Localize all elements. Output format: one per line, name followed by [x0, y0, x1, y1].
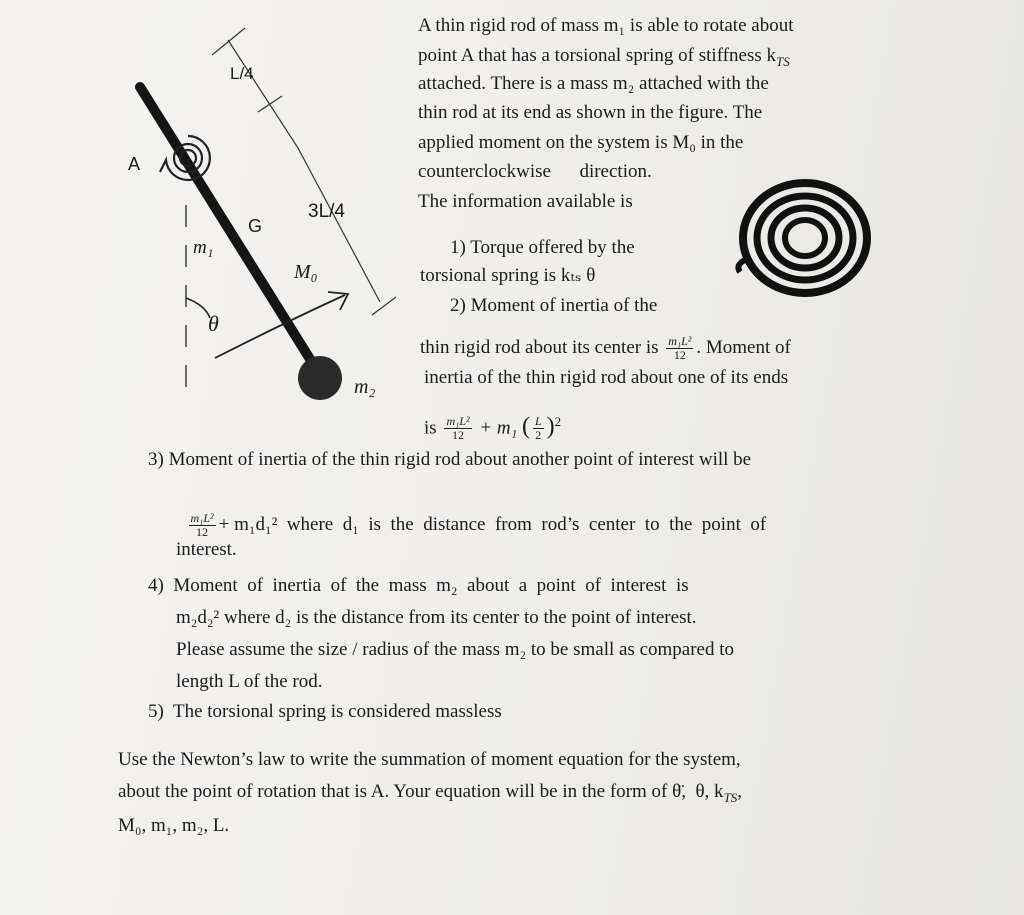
item4-line-2: m₂d₂² where d₂ is the distance from its center to the point of interest. [176, 607, 697, 628]
item2-line-3: inertia of the thin rigid rod about one of its ends [424, 367, 789, 388]
theta-arc [186, 298, 210, 318]
fraction-L-over-2: $\frac{L}{2}$ [534, 414, 542, 443]
intro-line-1: A thin rigid rod of mass m₁ is able to rotate about [418, 15, 794, 36]
fraction-m1L2-over-12: $\frac{\text{m₁L²}}{12}$ [668, 334, 692, 362]
item5-line: 5) The torsional spring is considered massless [148, 701, 502, 722]
item4-line-4: length L of the rod. [176, 671, 323, 692]
closing-line-2: about the point of rotation that is A. Your equation will be in the form of θ̈, θ, $k_{TS}$, [118, 781, 743, 805]
item4-line-1: 4) Moment of inertia of the mass m₂ about a point of interest is [148, 575, 689, 596]
intro-line-5: applied moment on the system is M₀ in the [418, 132, 744, 153]
item1-line-1: 1) Torque offered by the [450, 237, 635, 258]
label-3L4: 3L/4 [308, 201, 345, 222]
closing-line-3: M₀, m₁, m₂, L. [118, 815, 230, 836]
spiral-spring-icon [738, 183, 867, 293]
label-G: G [248, 216, 263, 236]
intro-line-7: The information available is [418, 191, 633, 212]
item2-line-4: is $\frac{\text{m₁L²}}{12}$ + m₁ ( $\frac{L}{2}$ )$^2$ [424, 413, 562, 443]
dim-line-upper [228, 40, 298, 148]
item1-line-2: torsional spring is kₜₛ θ [420, 265, 596, 286]
item2-line-2: thin rigid rod about its center is $\frac{\text{m₁L²}}{12}$ . Moment of [420, 334, 791, 362]
intro-line-2: point A that has a torsional spring of stiffness $k_{TS}$ [418, 45, 790, 69]
label-m1: m₁ [193, 237, 214, 258]
label-A: A [128, 154, 141, 174]
dim-tick-mid [258, 96, 282, 112]
fraction-m1L2-over-12-b: $\frac{\text{m₁L²}}{12}$ [446, 414, 470, 443]
dim-tick-bottom [372, 297, 396, 315]
item3-line-1: 3) Moment of inertia of the thin rigid rod about another point of interest will be [148, 449, 752, 470]
thin-rod [140, 87, 320, 375]
fraction-m1L2-over-12-c: $\frac{\text{m₁L²}}{12}$ [190, 511, 214, 539]
intro-line-6: counterclockwise direction. [418, 161, 652, 182]
item2-line-1: 2) Moment of inertia of the [450, 295, 658, 316]
item4-line-3: Please assume the size / radius of the mass m₂ to be small as compared to [176, 639, 735, 660]
intro-line-4: thin rod at its end as shown in the figure. The [418, 102, 763, 123]
item3-line-2: $\frac{\text{m₁L²}}{12}$ + m₁d₁² where d₁ is the distance from rod’s center to the point of [190, 511, 767, 539]
intro-line-3: attached. There is a mass m₂ attached with the [418, 73, 769, 94]
label-L4: L/4 [230, 64, 254, 83]
mass-m2 [298, 356, 342, 400]
label-theta: θ [208, 311, 219, 336]
item3-line-3: interest. [176, 539, 237, 560]
label-m2: m₂ [354, 376, 376, 398]
closing-line-1: Use the Newton’s law to write the summation of moment equation for the system, [118, 749, 741, 770]
label-Mo: M₀ [294, 261, 318, 283]
